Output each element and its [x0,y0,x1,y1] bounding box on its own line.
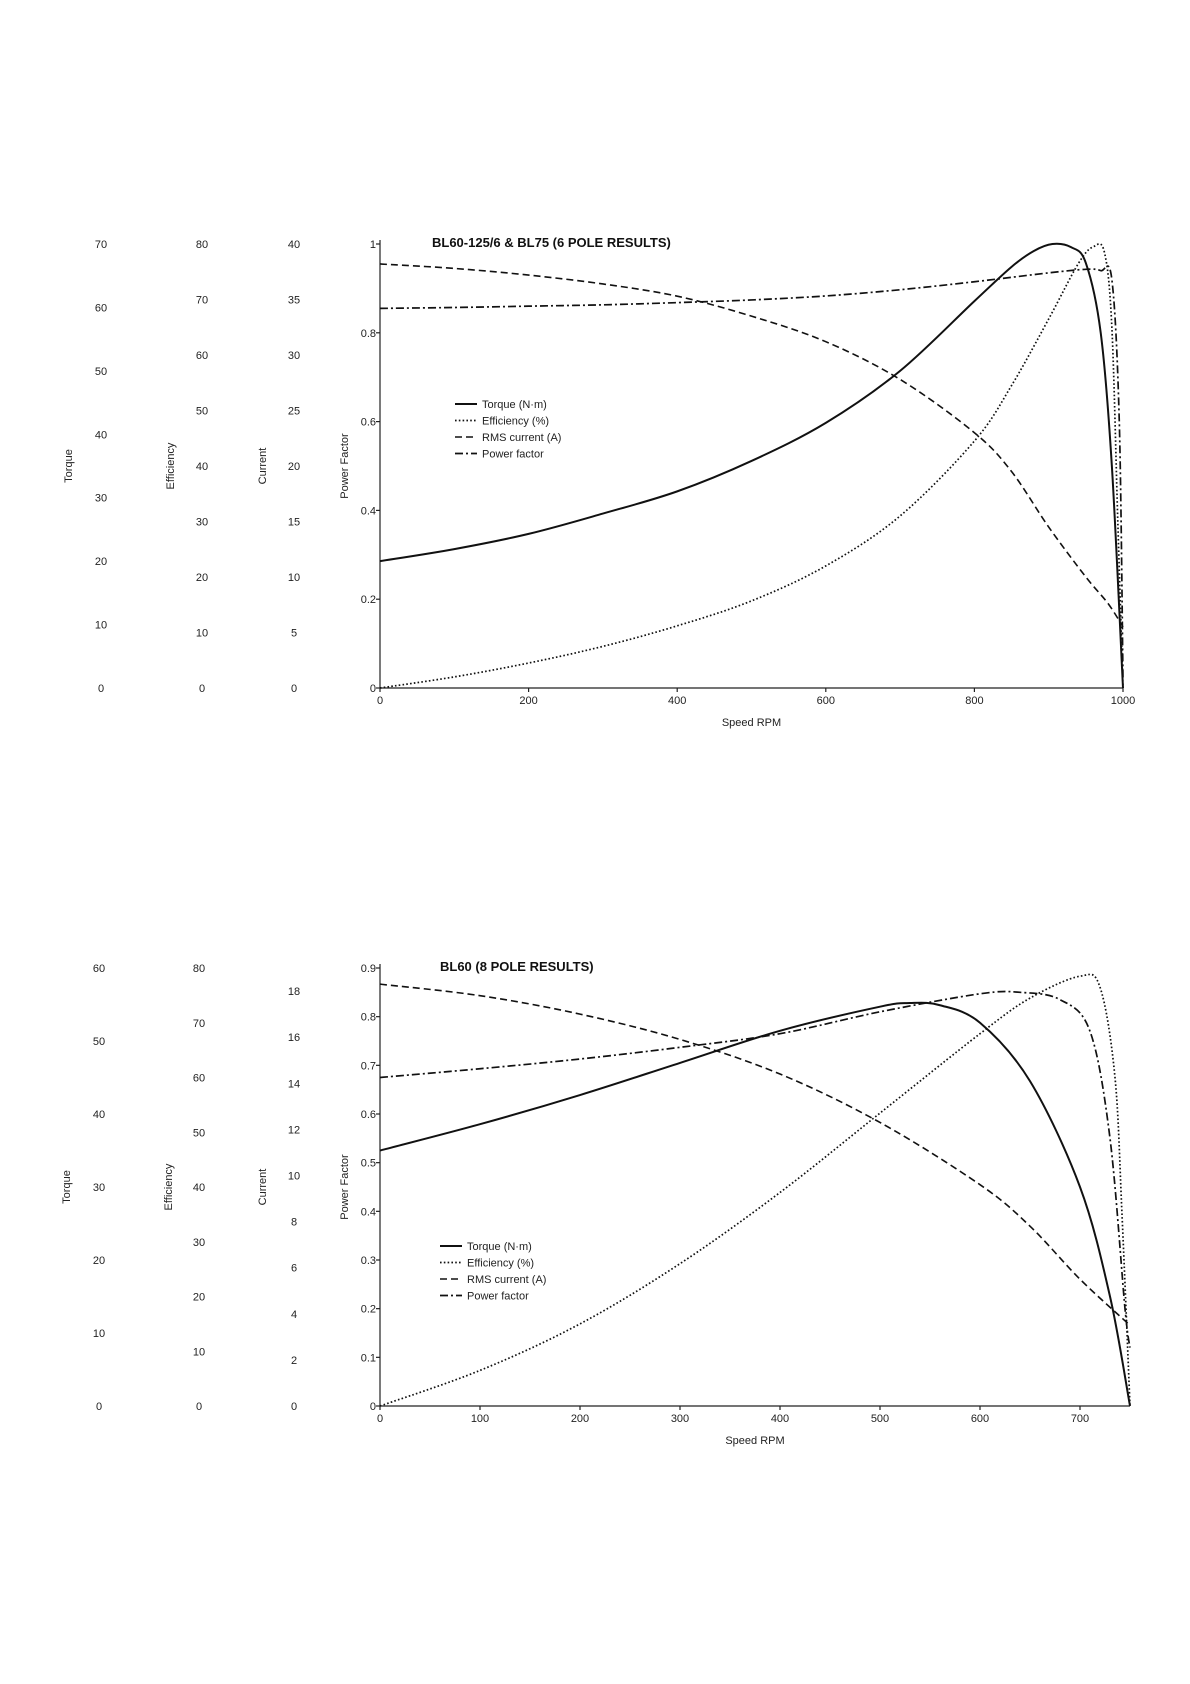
chart-8-pole [61,959,1130,1447]
y-axis-efficiency [163,963,205,1413]
y-tick-label: 4 [290,1308,298,1321]
y-tick-label: 10 [192,1346,206,1359]
y-tick-label: 15 [287,516,301,529]
y-tick-label: 70 [192,1017,206,1030]
y-tick-label: 0.2 [360,594,376,607]
legend [440,1241,546,1303]
y-tick-label: 10 [287,572,301,584]
x-tick-label: 200 [519,695,538,707]
y-tick-label: 20 [92,1255,106,1267]
y-axis-label: Torque [61,1170,73,1204]
y-tick-label: 6 [290,1262,298,1275]
y-tick-label: 20 [287,461,301,473]
x-axis [377,1406,1089,1447]
y-tick-label: 70 [195,294,209,307]
x-axis [377,688,1135,729]
y-axis-efficiency [165,239,208,695]
y-tick-label: 0 [369,1401,376,1413]
y-tick-label: 30 [195,516,209,529]
y-tick-label: 40 [195,461,209,473]
y-axis-label: Power Factor [339,1154,351,1220]
y-tick-label: 20 [195,572,209,584]
y-tick-label: 16 [287,1032,301,1045]
series-line-torque [380,1003,1130,1406]
x-tick-label: 300 [670,1413,690,1425]
y-tick-label: 10 [195,627,209,640]
y-tick-label: 70 [94,239,108,251]
legend-label: Torque (N·m) [467,1241,532,1253]
y-tick-label: 30 [92,1182,106,1194]
chart-title: BL60-125/6 & BL75 (6 POLE RESULTS) [432,235,671,250]
y-tick-label: 25 [287,405,301,418]
y-axis-power-factor [339,239,380,695]
y-tick-label: 10 [92,1328,106,1340]
y-tick-label: 40 [92,1109,106,1121]
y-axis-label: Efficiency [165,442,177,490]
y-tick-label: 8 [290,1216,298,1229]
y-axis-torque [63,239,107,695]
x-tick-label: 0 [376,695,384,707]
y-tick-label: 0.3 [360,1255,376,1267]
y-tick-label: 0.6 [360,1109,376,1121]
x-tick-label: 0 [376,1413,384,1425]
series-line-torque [380,244,1123,688]
y-axis-torque [61,963,105,1413]
x-tick-label: 400 [770,1413,790,1425]
x-tick-label: 1000 [1110,695,1136,707]
y-tick-label: 40 [287,239,301,251]
y-axis-label: Current [257,1168,269,1206]
series-line-rms [380,264,1123,627]
y-tick-label: 2 [290,1354,298,1367]
y-tick-label: 0 [97,683,105,695]
y-tick-label: 60 [94,302,108,315]
y-tick-label: 30 [94,492,108,505]
x-axis-label: Speed RPM [725,1435,785,1447]
y-tick-label: 0.9 [360,963,376,975]
y-tick-label: 0.4 [360,1206,376,1219]
y-tick-label: 0.4 [360,505,376,518]
y-tick-label: 12 [287,1124,301,1137]
y-tick-label: 35 [287,294,301,307]
y-tick-label: 0.2 [360,1303,376,1316]
y-tick-label: 60 [195,350,209,362]
legend-label: Efficiency (%) [467,1257,535,1270]
y-axis-label: Torque [63,449,75,483]
legend-label: Power factor [482,448,544,461]
y-tick-label: 50 [94,365,108,378]
y-axis-label: Current [257,447,269,485]
legend [455,399,561,461]
y-tick-label: 60 [92,963,106,975]
series-group [380,244,1123,688]
y-tick-label: 1 [369,239,376,251]
y-tick-label: 0.8 [360,327,376,340]
legend-label: RMS current (A) [482,432,562,444]
x-tick-label: 500 [870,1413,890,1425]
y-tick-label: 80 [195,239,209,251]
x-tick-label: 400 [668,695,687,707]
legend-label: Power factor [467,1290,529,1303]
y-tick-label: 50 [192,1127,206,1140]
y-tick-label: 5 [290,627,298,640]
x-axis-label: Speed RPM [721,717,782,729]
y-tick-label: 0.8 [360,1011,376,1024]
y-tick-label: 50 [92,1036,106,1048]
x-tick-label: 600 [970,1413,990,1425]
y-axis-label: Efficiency [163,1163,175,1211]
y-tick-label: 0.1 [360,1352,376,1365]
series-line-efficiency [380,244,1123,688]
y-tick-label: 0 [369,683,376,695]
y-tick-label: 10 [287,1170,301,1183]
y-tick-label: 0.7 [360,1060,376,1073]
y-axis-current [257,986,300,1413]
y-axis-current [257,239,300,695]
y-tick-label: 40 [192,1182,206,1194]
legend-label: RMS current (A) [467,1274,547,1286]
x-tick-label: 600 [816,695,835,707]
y-tick-label: 0 [290,1401,298,1413]
y-tick-label: 0 [195,1401,203,1413]
y-tick-label: 20 [192,1291,206,1304]
y-tick-label: 0 [290,683,298,695]
y-tick-label: 0 [95,1401,103,1413]
y-tick-label: 60 [192,1072,206,1085]
y-tick-label: 30 [192,1236,206,1249]
y-axis-label: Power Factor [339,433,351,499]
y-tick-label: 18 [287,986,301,999]
chart-title: BL60 (8 POLE RESULTS) [440,959,594,974]
y-tick-label: 10 [94,619,108,632]
y-tick-label: 0.6 [360,416,376,429]
x-tick-label: 100 [470,1413,490,1425]
y-tick-label: 0.5 [360,1157,376,1170]
x-tick-label: 700 [1070,1413,1090,1425]
y-tick-label: 40 [94,429,108,442]
y-tick-label: 80 [192,963,206,975]
y-tick-label: 20 [94,556,108,569]
legend-label: Torque (N·m) [482,399,547,411]
x-tick-label: 800 [965,695,984,707]
chart-6-pole [63,235,1135,729]
series-group [380,974,1130,1406]
y-tick-label: 0 [198,683,206,695]
y-tick-label: 50 [195,405,209,418]
y-tick-label: 30 [287,350,301,362]
x-tick-label: 200 [570,1413,590,1425]
y-axis-power-factor [339,963,380,1413]
legend-label: Efficiency (%) [482,415,550,428]
y-tick-label: 14 [287,1078,301,1091]
